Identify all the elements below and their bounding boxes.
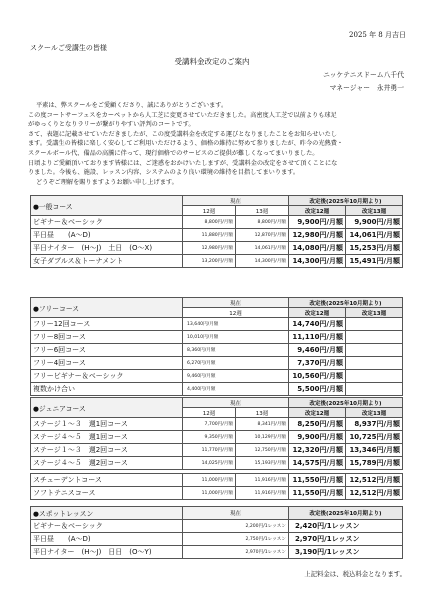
new-price-12: 14,300円/月額 — [289, 255, 346, 268]
current-price-12: 11,880円/月額 — [183, 229, 236, 242]
current-price-12: 11,000円/月額 — [183, 474, 236, 487]
course-name: ビギナー＆ベーシック — [31, 216, 183, 229]
section-title: ●スポットレッスン — [31, 507, 183, 520]
current-13-header: 13週 — [236, 206, 289, 216]
course-name: フリー4回コース — [31, 357, 183, 370]
body-line: この度コートサーフェスをカーペットから人工芝に変更させていただきました。高密度人工芝で以前よりも球足 — [28, 111, 337, 119]
junior-course-table — [30, 397, 403, 500]
course-name: 平日昼 (A～D) — [31, 229, 183, 242]
table-row — [31, 229, 403, 242]
table-row — [31, 255, 403, 268]
new-price: 2,970円/1レッスン — [289, 533, 403, 546]
current-price-13: 8,341円/月額 — [236, 418, 289, 431]
new-price: 3,190円/1レッスン — [289, 546, 403, 559]
current-12-header: 12週 — [183, 206, 236, 216]
current-price: 2,970円/1レッスン — [183, 546, 289, 559]
current-price-13: 15,193円/月額 — [236, 457, 289, 470]
new-price-12: 11,110円/月額 — [289, 331, 346, 344]
empty-cell — [346, 344, 403, 357]
current-price-13: 14,061円/月額 — [236, 242, 289, 255]
organization-name: ニッケテニスドーム八千代 — [323, 71, 404, 79]
spot-lesson-table — [30, 506, 403, 559]
table-row — [31, 318, 403, 331]
table-row — [31, 457, 403, 470]
new-price: 2,420円/1レッスン — [289, 520, 403, 533]
course-name: 平日ナイター (H～J) 土日 (O～X) — [31, 242, 183, 255]
course-name: ソフトテニスコース — [31, 487, 183, 500]
current-13-header: 13週 — [236, 408, 289, 418]
table-row — [31, 444, 403, 457]
current-price-13: 10,129円/月額 — [236, 431, 289, 444]
new-price-13: 15,253円/月額 — [346, 242, 403, 255]
course-name: フリー6回コース — [31, 344, 183, 357]
course-name: スチューデントコース — [31, 474, 183, 487]
current-price-12: 11,770円/月額 — [183, 444, 236, 457]
new-price-13: 8,937円/月額 — [346, 418, 403, 431]
new-header: 改定後(2025年10月期より) — [289, 196, 403, 206]
current-price-12: 8,800円/月額 — [183, 216, 236, 229]
current-price-12: 12,980円/月額 — [183, 242, 236, 255]
course-name: フリービギナー＆ベーシック — [31, 370, 183, 383]
general-course-table — [30, 195, 403, 268]
new-price-12: 7,370円/月額 — [289, 357, 346, 370]
tax-footnote: 上記料金は、税込料金となります。 — [304, 570, 406, 578]
new-price-12: 9,900円/月額 — [289, 216, 346, 229]
table-row — [31, 474, 403, 487]
new-13-header: 改定13週 — [346, 408, 403, 418]
table-row — [31, 383, 403, 396]
empty-cell — [346, 318, 403, 331]
current-price-12: 6,270円/月額 — [183, 357, 289, 370]
current-price-12: 9,350円/月額 — [183, 431, 236, 444]
issue-date: 2025 年 8 月吉日 — [349, 31, 406, 39]
empty-cell — [346, 383, 403, 396]
current-12-header: 12週 — [183, 308, 289, 318]
new-price-13: 13,346円/月額 — [346, 444, 403, 457]
table-row — [31, 357, 403, 370]
new-price-12: 8,250円/月額 — [289, 418, 346, 431]
new-header: 改定後(2025年10月期より) — [289, 507, 403, 520]
current-price-13: 11,916円/月額 — [236, 487, 289, 500]
current-price: 2,200円/1レッスン — [183, 520, 289, 533]
new-price-12: 11,550円/月額 — [289, 487, 346, 500]
new-price-13: 12,512円/月額 — [346, 487, 403, 500]
current-price-12: 7,700円/月額 — [183, 418, 236, 431]
course-name: ステージ１～３ 週1回コース — [31, 418, 183, 431]
new-price-12: 12,320円/月額 — [289, 444, 346, 457]
section-title: ●一般コース — [31, 196, 183, 216]
current-price-12: 13,200円/月額 — [183, 255, 236, 268]
current-header: 現在 — [183, 196, 289, 206]
current-price-13: 12,750円/月額 — [236, 444, 289, 457]
body-line: スクールボール代、備品の高騰に伴って、現行価格でのサービスのご提供が難しくなってまいりました。 — [28, 149, 319, 157]
course-name: ステージ１～３ 週2回コース — [31, 444, 183, 457]
new-header: 改定後(2025年10月期より) — [289, 298, 403, 308]
new-price-12: 14,740円/月額 — [289, 318, 346, 331]
new-price-12: 14,575円/月額 — [289, 457, 346, 470]
current-price-12: 11,000円/月額 — [183, 487, 236, 500]
current-price-13: 11,916円/月額 — [236, 474, 289, 487]
table-row — [31, 533, 403, 546]
new-12-header: 改定12週 — [289, 408, 346, 418]
current-price: 2,750円/1レッスン — [183, 533, 289, 546]
current-header: 現在 — [183, 398, 289, 408]
course-name: ビギナー＆ベーシック — [31, 520, 183, 533]
document-title: 受講料金改定のご案内 — [174, 57, 250, 66]
addressee: スクールご受講生の皆様 — [30, 44, 107, 52]
current-price-13: 12,870円/月額 — [236, 229, 289, 242]
new-price-13: 10,725円/月額 — [346, 431, 403, 444]
current-price-12: 13,640円/月額 — [183, 318, 289, 331]
current-price-12: 14,025円/月額 — [183, 457, 236, 470]
new-price-12: 11,550円/月額 — [289, 474, 346, 487]
section-title: ●ジュニアコース — [31, 398, 183, 418]
new-price-13: 9,900円/月額 — [346, 216, 403, 229]
current-price-12: 9,460円/月額 — [183, 370, 289, 383]
empty-cell — [346, 370, 403, 383]
current-header: 現在 — [183, 298, 289, 308]
free-course-table — [30, 297, 403, 396]
new-price-12: 9,460円/月額 — [289, 344, 346, 357]
table-row — [31, 370, 403, 383]
new-price-12: 14,080円/月額 — [289, 242, 346, 255]
table-row — [31, 418, 403, 431]
new-price-13: 15,789円/月額 — [346, 457, 403, 470]
new-price-13: 15,491円/月額 — [346, 255, 403, 268]
body-line: どうぞご理解を賜りますようお願い申し上げます。 — [36, 178, 178, 186]
course-name: 複数かけ合い — [31, 383, 183, 396]
table-row — [31, 242, 403, 255]
table-row — [31, 520, 403, 533]
empty-cell — [346, 331, 403, 344]
new-price-13: 14,061円/月額 — [346, 229, 403, 242]
table-row — [31, 344, 403, 357]
table-row — [31, 331, 403, 344]
new-price-12: 10,560円/月額 — [289, 370, 346, 383]
new-price-12: 5,500円/月額 — [289, 383, 346, 396]
table-row — [31, 216, 403, 229]
new-price-12: 9,900円/月額 — [289, 431, 346, 444]
course-name: 平日ナイター (H～J) 日日 (O～Y) — [31, 546, 183, 559]
section-title: ●フリーコース — [31, 298, 183, 318]
current-header: 現在 — [183, 507, 289, 520]
body-line: さて、表題に記載させていただきましたが、この度受講料金を改定する運びとなりましたことをお知らせいたし — [28, 130, 338, 138]
table-row — [31, 546, 403, 559]
body-line: 日頃よりご愛顧頂いております皆様には、ご迷惑をおかけいたしますが、受講料金の改定をさせて頂くことにな — [28, 159, 338, 167]
course-name: 女子ダブルス＆トーナメント — [31, 255, 183, 268]
empty-cell — [346, 357, 403, 370]
course-name: フリー12回コース — [31, 318, 183, 331]
current-price-12: 10,010円/月額 — [183, 331, 289, 344]
current-price-12: 8,360円/月額 — [183, 344, 289, 357]
new-12-header: 改定12週 — [289, 206, 346, 216]
course-name: ステージ４～５ 週1回コース — [31, 431, 183, 444]
body-line: りました。今後も、施設、レッスン内容、システムのより良い環境の維持を目指してまいります。 — [28, 169, 300, 177]
new-13-header: 改定13週 — [346, 308, 403, 318]
body-line: がゆっくりとなりラリーが繋がりやすい評判のコートです。 — [28, 121, 195, 129]
body-line: 平素は、弊スクールをご愛顧くださり、誠にありがとうございます。 — [36, 102, 228, 109]
new-price-12: 12,980円/月額 — [289, 229, 346, 242]
new-13-header: 改定13週 — [346, 206, 403, 216]
current-price-13: 14,300円/月額 — [236, 255, 289, 268]
new-12-header: 改定12週 — [289, 308, 346, 318]
letter-body — [28, 101, 400, 187]
body-line: ます。受講生の皆様に楽しく安心してご利用いただけるよう、価格の維持に努めて参りましたが、昨今の光熱費・ — [28, 140, 344, 148]
course-name: ステージ４～５ 週2回コース — [31, 457, 183, 470]
new-price-13: 12,512円/月額 — [346, 474, 403, 487]
course-name: 平日昼 (A～D) — [31, 533, 183, 546]
course-name: フリー8回コース — [31, 331, 183, 344]
table-row — [31, 431, 403, 444]
new-header: 改定後(2025年10月期より) — [289, 398, 403, 408]
signer-name: マネージャー 永井勇一 — [329, 84, 404, 92]
current-price-13: 8,800円/月額 — [236, 216, 289, 229]
current-12-header: 12週 — [183, 408, 236, 418]
table-row — [31, 487, 403, 500]
current-price-12: 4,400円/月額 — [183, 383, 289, 396]
